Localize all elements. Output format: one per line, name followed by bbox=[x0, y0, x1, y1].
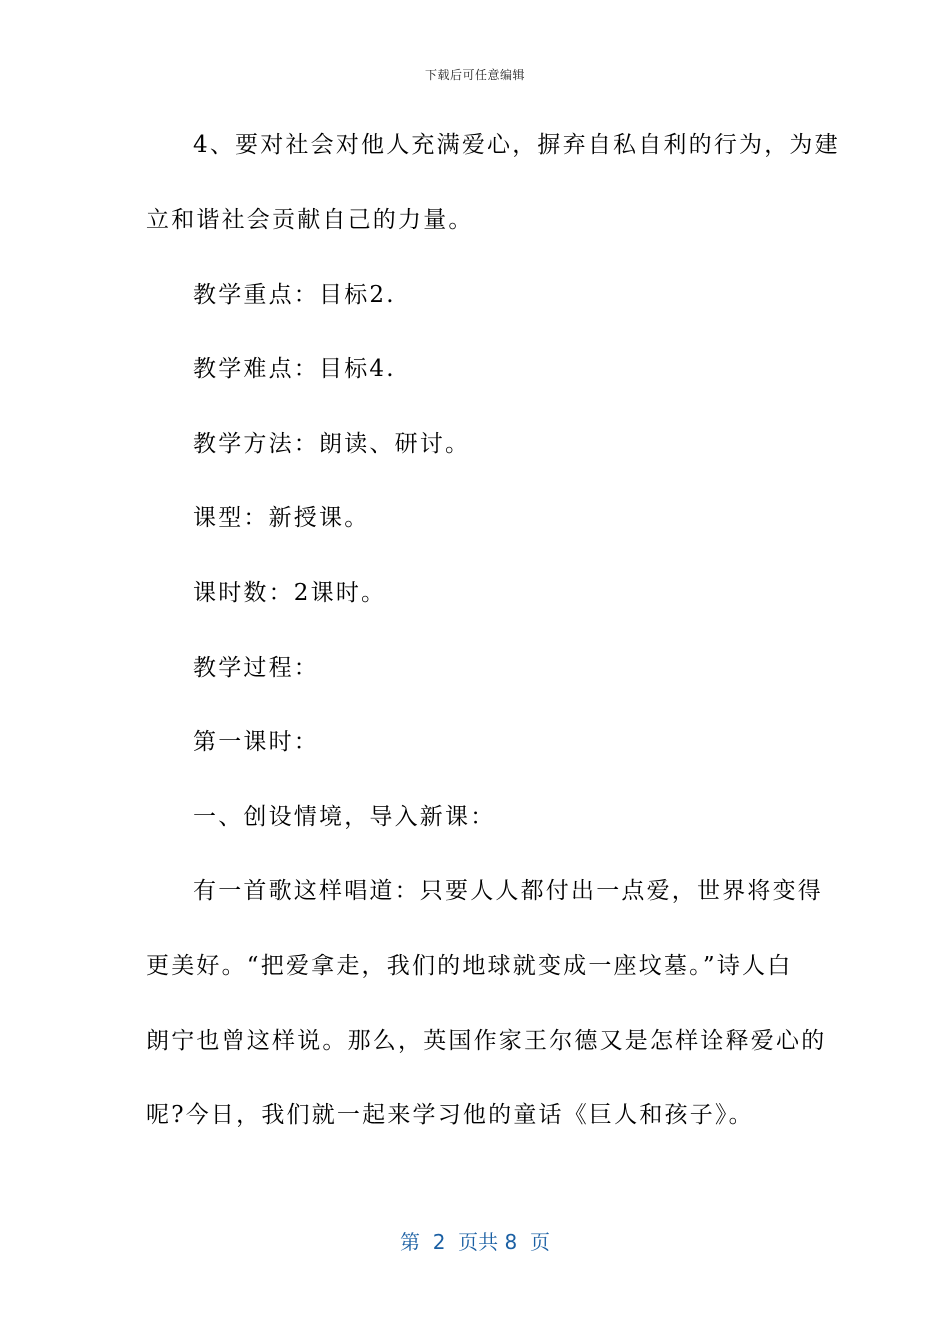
header-note: 下载后可任意编辑 bbox=[424, 68, 525, 82]
lesson-hours: 课时数：2课时。 bbox=[193, 580, 387, 606]
teaching-difficulty: 教学难点：目标4. bbox=[193, 356, 396, 382]
teaching-method: 教学方法：朗读、研讨。 bbox=[193, 431, 471, 457]
body-line-1: 4、要对社会对他人充满爱心，摒弃自私自利的行为，为建 bbox=[193, 132, 840, 158]
paragraph-line-4: 呢?今日，我们就一起来学习他的童话《巨人和孩子》。 bbox=[146, 1102, 754, 1128]
teaching-focus: 教学重点：目标2. bbox=[193, 282, 396, 308]
page-number: 第 2 页共 8 页 bbox=[400, 1230, 550, 1254]
first-lesson-heading: 第一课时： bbox=[193, 729, 319, 755]
paragraph-line-1: 有一首歌这样唱道：只要人人都付出一点爱，世界将变得 bbox=[193, 878, 823, 904]
lesson-type: 课型：新授课。 bbox=[193, 505, 370, 531]
teaching-process: 教学过程： bbox=[193, 655, 319, 681]
paragraph-line-3: 朗宁也曾这样说。那么，英国作家王尔德又是怎样诠释爱心的 bbox=[146, 1028, 827, 1054]
section-heading: 一、创设情境，导入新课： bbox=[193, 804, 496, 830]
body-line-2: 立和谐社会贡献自己的力量。 bbox=[146, 207, 474, 233]
paragraph-line-2: 更美好。“把爱拿走，我们的地球就变成一座坟墓。”诗人白 bbox=[146, 953, 793, 979]
